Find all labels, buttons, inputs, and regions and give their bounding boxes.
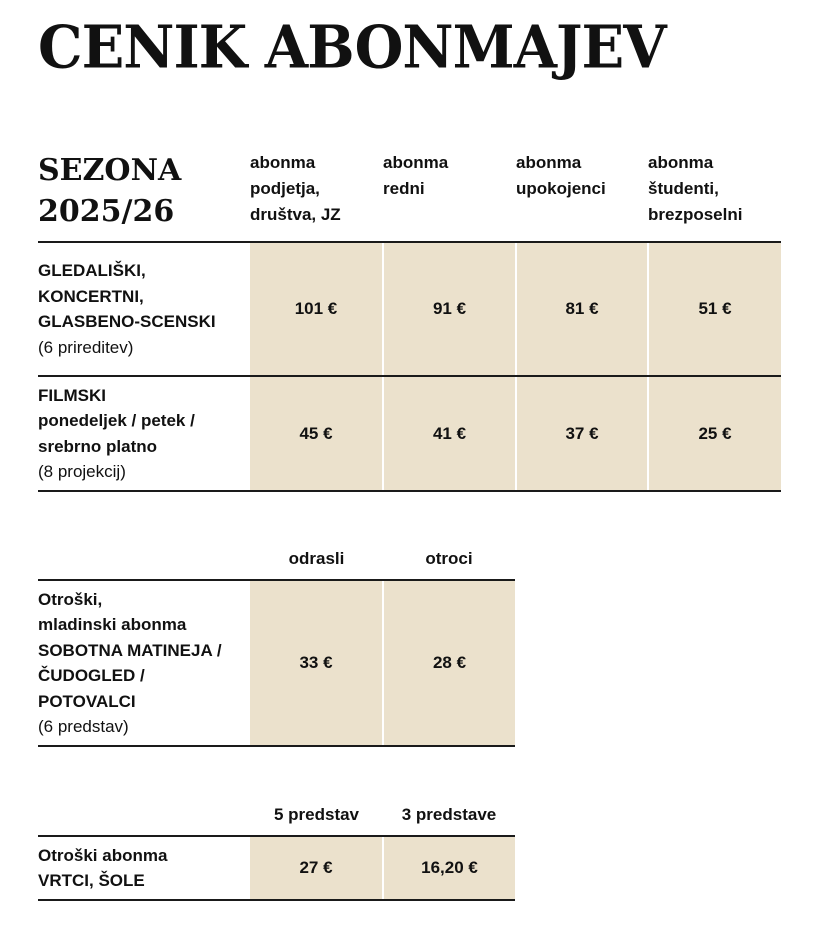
header-abonma-upokojenci: abonma upokojenci — [516, 153, 606, 198]
table-row — [38, 376, 781, 491]
empty-header — [38, 802, 250, 836]
season-year: 2025/26 — [38, 194, 175, 229]
price-cell: 25 € — [648, 376, 781, 491]
price-cell: 45 € — [250, 376, 383, 491]
season-heading — [38, 150, 250, 242]
header-otroci: otroci — [425, 549, 473, 568]
header-odrasli: odrasli — [288, 549, 345, 568]
header-3-predstave: 3 predstave — [401, 805, 497, 824]
season-price-table — [38, 150, 781, 492]
price-cell: 51 € — [648, 242, 781, 376]
price-cell: 33 € — [250, 580, 383, 746]
season-label: SEZONA — [38, 153, 182, 188]
children-price-table — [38, 546, 515, 747]
price-cell: 91 € — [383, 242, 516, 376]
table-row — [38, 580, 515, 746]
empty-header — [38, 546, 250, 580]
row-label-gledaliski: GLEDALIŠKI, KONCERTNI, GLASBENO-SCENSKI (6 prireditev) — [38, 242, 250, 376]
school-price-table — [38, 802, 515, 901]
row-label-filmski: FILMSKI ponedeljek / petek / srebrno platno (8 projekcij) — [38, 376, 250, 491]
price-cell: 37 € — [516, 376, 648, 491]
price-cell: 27 € — [250, 836, 383, 900]
price-cell: 101 € — [250, 242, 383, 376]
row-label-vrtci-sole: Otroški abonma VRTCI, ŠOLE — [38, 836, 250, 900]
row-label-otroski-mladinski: Otroški, mladinski abonma SOBOTNA MATINEJA / ČUDOGLED / POTOVALCI (6 predstav) — [38, 580, 250, 746]
page-title: CENIK ABONMAJEV — [38, 12, 666, 83]
table-row — [38, 242, 781, 376]
header-abonma-redni: abonma redni — [383, 153, 449, 198]
table-row — [38, 836, 515, 900]
price-cell: 28 € — [383, 580, 515, 746]
price-cell: 81 € — [516, 242, 648, 376]
header-5-predstav: 5 predstav — [273, 805, 360, 824]
price-cell: 16,20 € — [383, 836, 515, 900]
header-abonma-podjetja: abonma podjetja, društva, JZ — [250, 153, 341, 224]
price-cell: 41 € — [383, 376, 516, 491]
header-abonma-studenti: abonma študenti, brezposelni — [648, 153, 743, 224]
